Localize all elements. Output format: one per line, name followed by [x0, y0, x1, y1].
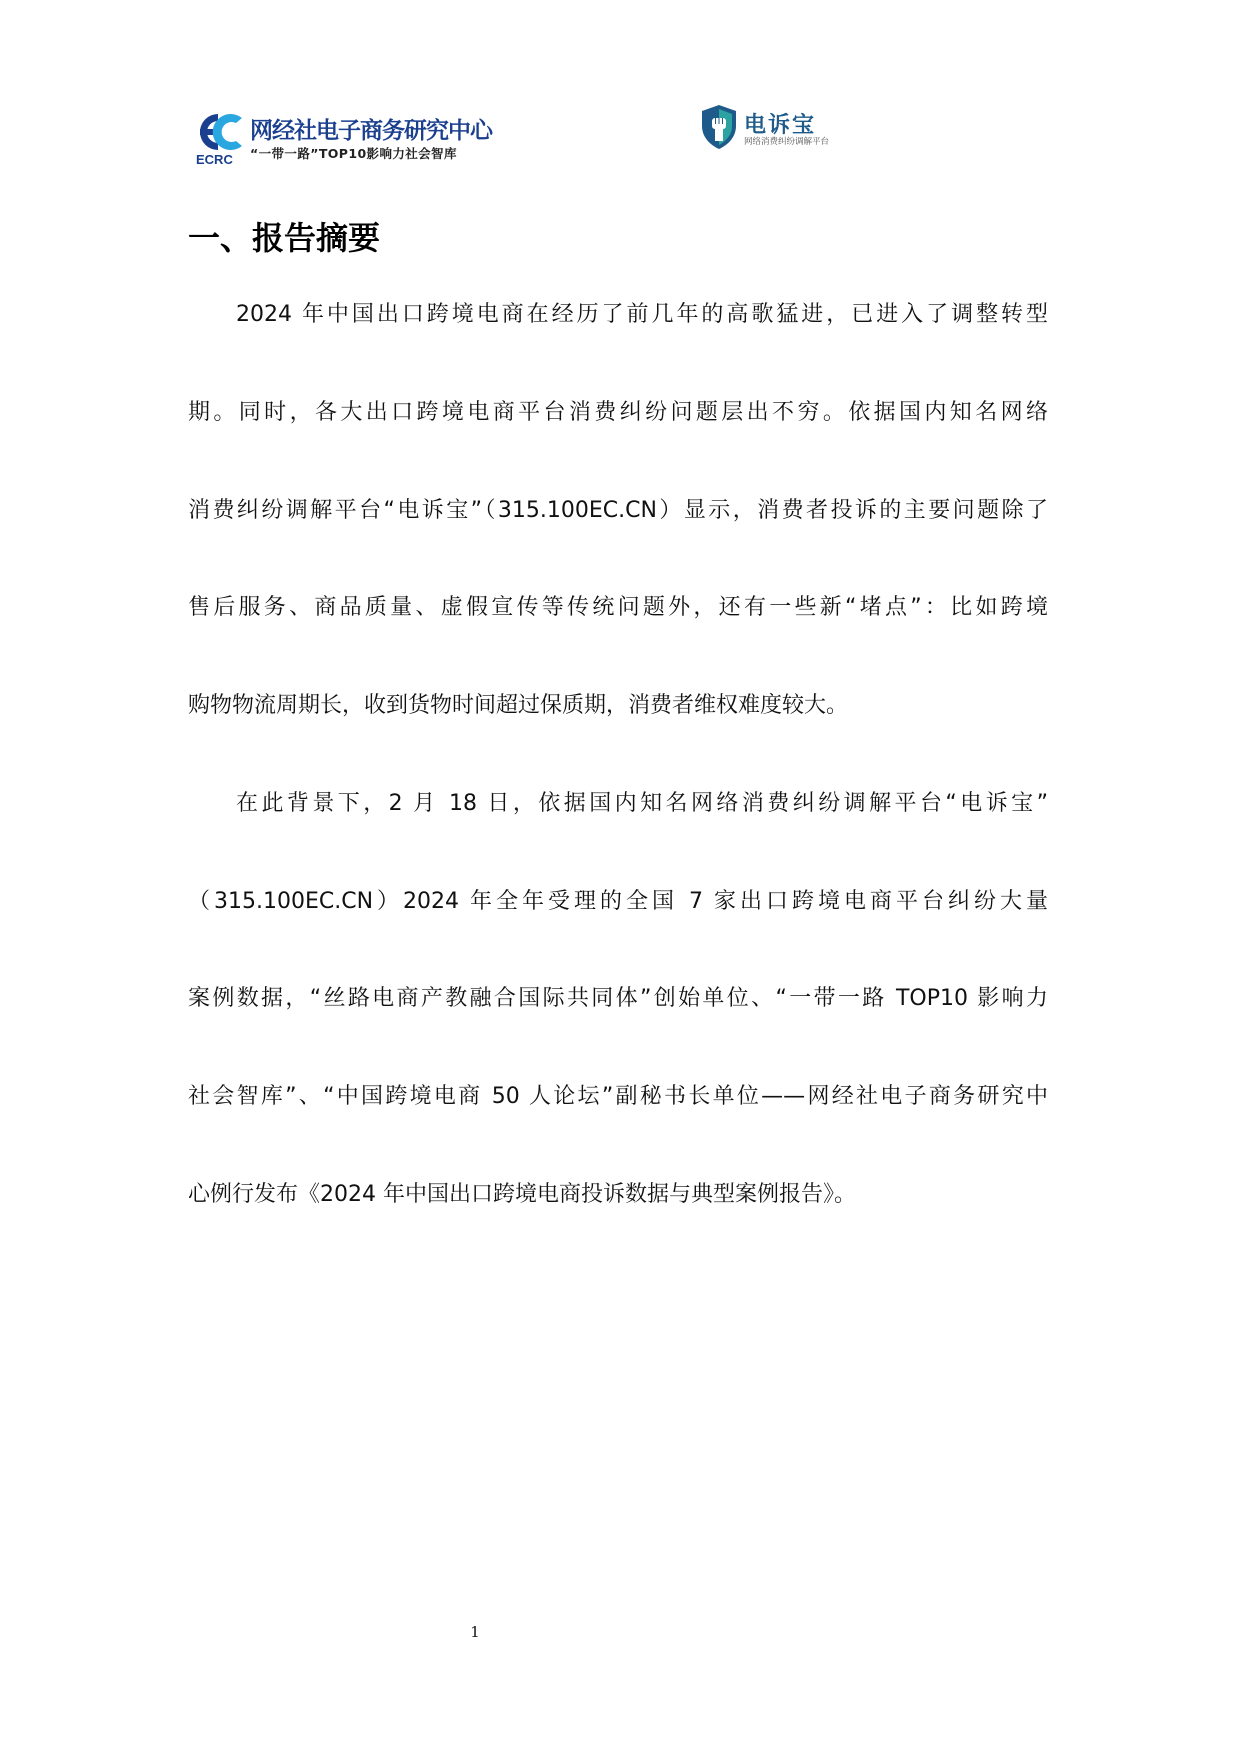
ecrc-slogan: “一带一路”TOP10影响力社会智库 [250, 146, 457, 161]
paragraph-2-line-2: （315.100EC.CN）2024 年全年受理的全国 7 家出口跨境电商平台纠纷大量 [188, 889, 1048, 914]
dsb-logo [700, 104, 850, 150]
paragraph-1-line-4: 售后服务、商品质量、虚假宣传等传统问题外，还有一些新“堵点”：比如跨境 [188, 595, 1048, 620]
shield-icon [700, 104, 738, 150]
paragraph-1-line-1: 2024 年中国出口跨境电商在经历了前几年的高歌猛进，已进入了调整转型 [236, 302, 1048, 327]
section-heading: 一、报告摘要 [188, 219, 381, 257]
dsb-platform-subtitle: 网络消费纠纷调解平台 [744, 137, 830, 147]
page-number: 1 [470, 1623, 480, 1641]
ecrc-organization-name: 网经社电子商务研究中心 [250, 118, 492, 144]
ecrc-logo [188, 110, 508, 168]
dsb-platform-name: 电诉宝 [744, 113, 817, 138]
paragraph-1-line-2: 期。同时，各大出口跨境电商平台消费纠纷问题层出不穷。依据国内知名网络 [188, 400, 1048, 425]
paragraph-2-line-3: 案例数据，“丝路电商产教融合国际共同体”创始单位、“一带一路 TOP10 影响力 [188, 986, 1048, 1011]
ecrc-abbreviation: ECRC [196, 152, 233, 167]
paragraph-2-line-4: 社会智库”、“中国跨境电商 50 人论坛”副秘书长单位——网经社电子商务研究中 [188, 1084, 1048, 1109]
paragraph-1-line-3: 消费纠纷调解平台“电诉宝”（315.100EC.CN）显示，消费者投诉的主要问题除了 [188, 498, 1048, 523]
paragraph-1-line-5: 购物物流周期长，收到货物时间超过保质期，消费者维权难度较大。 [188, 693, 849, 718]
paragraph-2-line-5: 心例行发布《2024 年中国出口跨境电商投诉数据与典型案例报告》。 [188, 1182, 856, 1207]
paragraph-2-line-1: 在此背景下，2 月 18 日，依据国内知名网络消费纠纷调解平台“电诉宝” [236, 791, 1048, 816]
